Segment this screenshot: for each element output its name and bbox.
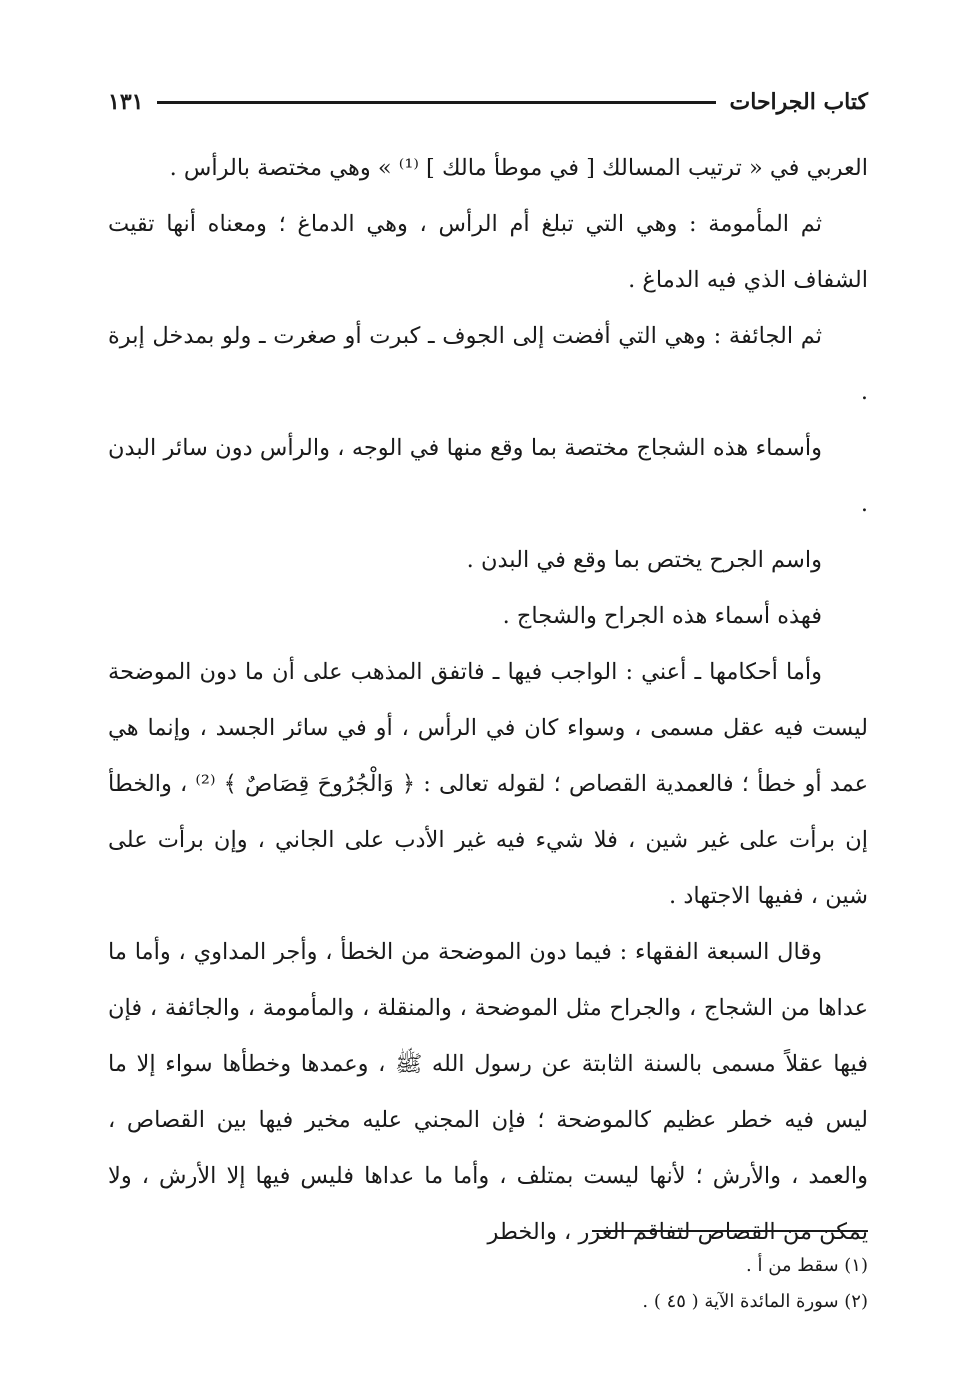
paragraph: ثم الجائفة : وهي التي أفضت إلى الجوف ـ كبرت أو صغرت ـ ولو بمدخل إبرة . xyxy=(108,323,868,405)
paragraph: وأما أحكامها ـ أعني : الواجب فيها ـ فاتفق المذهب على أن ما دون الموضحة ليست فيه عقل مسمى ، وسواء كان في الرأس ، أو في سائر الجسد ، وإنما هي عمد أو خطأ ؛ فالعمدية القصاص ؛ لقوله تعالى : ﴿ وَالْجُرُوحَ قِصَاصٌ ﴾ ⁽²⁾ ، والخطأ إن برأت على غير شين ، فلا شيء فيه غير الأدب على الجاني ، وإن برأت على شين ، ففيها الاجتهاد . xyxy=(108,659,869,909)
paragraph: واسم الجرح يختص بما وقع في البدن . xyxy=(466,547,822,573)
header-rule xyxy=(157,101,715,104)
footnote: (١) سقط من أ . xyxy=(746,1255,868,1276)
paragraph: ثم المأمومة : وهي التي تبلغ أم الرأس ، وهي الدماغ ؛ ومعناه أنها تقيت الشفاف الذي فيه الدماغ . xyxy=(108,211,868,293)
page-number: ١٣١ xyxy=(108,89,144,115)
paragraph: فهذه أسماء هذه الجراح والشجاج . xyxy=(502,603,822,629)
footnotes xyxy=(108,1248,868,1320)
running-header xyxy=(108,82,868,122)
paragraph: العربي في « ترتيب المسالك [ في موطأ مالك ] ⁽¹⁾ » وهي مختصة بالرأس . xyxy=(169,155,868,181)
paragraph: وأسماء هذه الشجاج مختصة بما وقع منها في الوجه ، والرأس دون سائر البدن . xyxy=(108,435,868,517)
main-text xyxy=(108,140,868,1260)
paragraph: وقال السبعة الفقهاء : فيما دون الموضحة من الخطأ ، وأجر المداوي ، وأما ما عداها من الشجاج ، والجراح مثل الموضحة ، والمنقلة ، والمأمومة ، والجائفة ، فإن فيها عقلاً مسمى بالسنة الثابتة عن رسول الله ﷺ ، وعمدها وخطأها سواء إلا ما ليس فيه خطر عظيم كالموضحة ؛ فإن المجني عليه مخير فيها بين القصاص ، والعمد ، والأرش ؛ لأنها ليست بمتلف ، وأما ما عداها فليس فيها إلا الأرش ، ولا يمكن من القصاص لتفاقم الغرر ، والخطر xyxy=(108,939,868,1245)
footnote: (٢) سورة المائدة الآية ( ٤٥ ) . xyxy=(642,1291,868,1312)
chapter-title: كتاب الجراحات xyxy=(729,89,868,115)
footnote-separator xyxy=(592,1230,868,1232)
